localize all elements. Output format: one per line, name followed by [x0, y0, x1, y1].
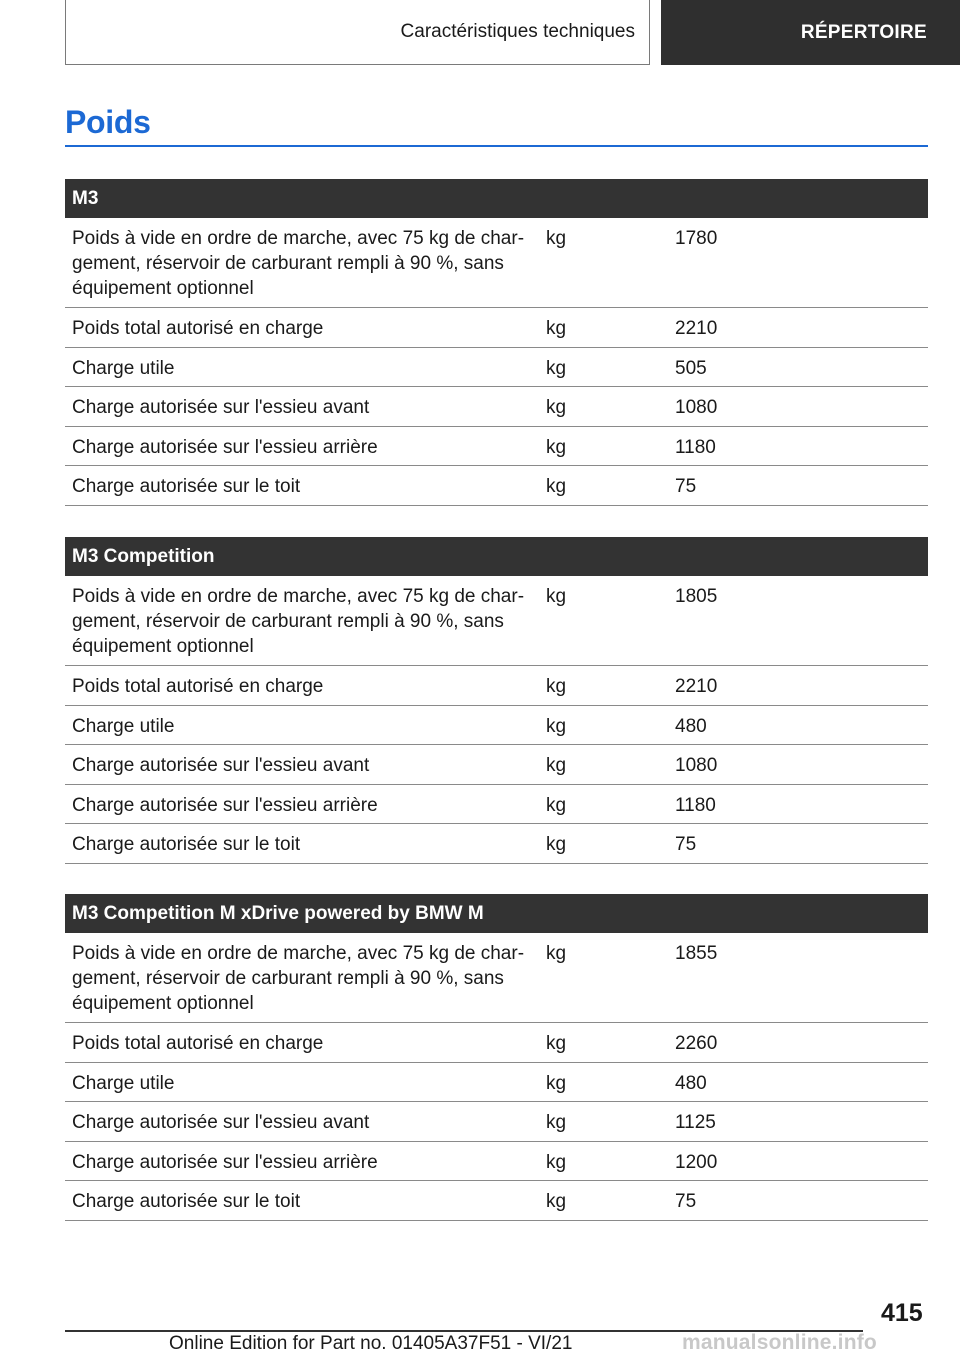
row-value: 1805: [675, 586, 718, 607]
row-unit: kg: [546, 357, 567, 379]
row-unit: kg: [546, 318, 567, 339]
row-label: Charge autorisée sur le toit: [72, 1191, 301, 1213]
row-value: 75: [675, 476, 697, 498]
row-unit: kg: [546, 228, 567, 249]
row-value: 75: [675, 1191, 697, 1213]
table-title: M3 Competition M xDrive powered by BMW M: [72, 902, 484, 924]
weight-table-m3-competition-xdrive: [65, 894, 928, 1221]
table-header: [65, 894, 928, 933]
section-tab[interactable]: [65, 0, 650, 65]
table-row: [65, 466, 928, 506]
table-row: [65, 348, 928, 388]
row-unit: kg: [546, 1072, 567, 1094]
repertoire-label: RÉPERTOIRE: [800, 21, 927, 43]
row-value: 480: [675, 715, 707, 737]
table-row: [65, 1023, 928, 1063]
row-value: 2210: [675, 318, 718, 339]
row-unit: kg: [546, 1033, 567, 1054]
weight-table-m3: [65, 179, 928, 506]
row-label: Charge autorisée sur l'essieu arrière: [72, 794, 378, 816]
row-value: 1080: [675, 397, 718, 419]
row-unit: kg: [546, 476, 567, 498]
row-label: Poids total autorisé en charge: [72, 1033, 324, 1054]
row-label: Poids à vide en ordre de marche, avec 75 kg de char- gement, réservoir de carburant rempli à 90 %, sans équipement optionnel: [72, 586, 525, 657]
table-row: [65, 824, 928, 864]
table-row: [65, 785, 928, 825]
table-row: [65, 933, 928, 1023]
row-label: Charge autorisée sur le toit: [72, 476, 301, 498]
watermark: manualsonline.info: [682, 1331, 877, 1354]
row-label: Charge autorisée sur le toit: [72, 834, 301, 856]
row-value: 1855: [675, 943, 718, 964]
row-value: 505: [675, 357, 707, 379]
row-label: Poids total autorisé en charge: [72, 318, 324, 339]
table-header: [65, 179, 928, 218]
row-value: 480: [675, 1072, 707, 1094]
title-divider: [65, 145, 928, 147]
row-value: 1125: [675, 1112, 716, 1134]
edition-note: Online Edition for Part no. 01405A37F51 - VI/21: [169, 1333, 573, 1354]
table-row: [65, 1102, 928, 1142]
row-unit: kg: [546, 755, 567, 777]
row-label: Charge autorisée sur l'essieu avant: [72, 755, 370, 777]
row-unit: kg: [546, 943, 567, 964]
row-label: Charge autorisée sur l'essieu arrière: [72, 436, 378, 458]
row-label: Poids à vide en ordre de marche, avec 75 kg de char- gement, réservoir de carburant rempli à 90 %, sans équipement optionnel: [72, 943, 525, 1014]
row-value: 1180: [675, 436, 716, 458]
row-label: Charge utile: [72, 357, 175, 379]
row-label: Charge autorisée sur l'essieu avant: [72, 397, 370, 419]
row-unit: kg: [546, 586, 567, 607]
row-unit: kg: [546, 1151, 567, 1173]
row-value: 2210: [675, 676, 718, 697]
table-title: M3: [72, 187, 99, 209]
table-title: M3 Competition: [72, 545, 215, 567]
page-title: Poids: [65, 104, 151, 140]
row-unit: kg: [546, 436, 567, 458]
table-header: [65, 537, 928, 576]
table-row: [65, 308, 928, 348]
row-label: Charge autorisée sur l'essieu arrière: [72, 1151, 378, 1173]
row-unit: kg: [546, 834, 567, 856]
table-row: [65, 1063, 928, 1103]
table-row: [65, 387, 928, 427]
table-row: [65, 427, 928, 467]
row-value: 1200: [675, 1151, 718, 1173]
row-value: 1080: [675, 755, 718, 777]
page-number: 415: [881, 1299, 923, 1327]
row-value: 2260: [675, 1033, 718, 1054]
page-header: [65, 0, 960, 65]
table-row: [65, 706, 928, 746]
row-label: Poids total autorisé en charge: [72, 676, 324, 697]
row-label: Charge utile: [72, 1072, 175, 1094]
table-row: [65, 1181, 928, 1221]
row-unit: kg: [546, 1191, 567, 1213]
table-row: [65, 218, 928, 308]
repertoire-button[interactable]: [661, 0, 960, 65]
row-unit: kg: [546, 397, 567, 419]
table-row: [65, 745, 928, 785]
table-row: [65, 1142, 928, 1182]
row-value: 1780: [675, 228, 718, 249]
row-unit: kg: [546, 794, 567, 816]
table-row: [65, 666, 928, 706]
row-value: 75: [675, 834, 697, 856]
row-unit: kg: [546, 1112, 567, 1134]
row-label: Charge autorisée sur l'essieu avant: [72, 1112, 370, 1134]
table-row: [65, 576, 928, 666]
row-label: Poids à vide en ordre de marche, avec 75 kg de char- gement, réservoir de carburant rempli à 90 %, sans équipement optionnel: [72, 228, 525, 299]
weight-table-m3-competition: [65, 537, 928, 864]
row-unit: kg: [546, 676, 567, 697]
row-unit: kg: [546, 715, 567, 737]
section-tab-label: Caractéristiques techniques: [400, 21, 635, 42]
row-label: Charge utile: [72, 715, 175, 737]
row-value: 1180: [675, 794, 716, 816]
